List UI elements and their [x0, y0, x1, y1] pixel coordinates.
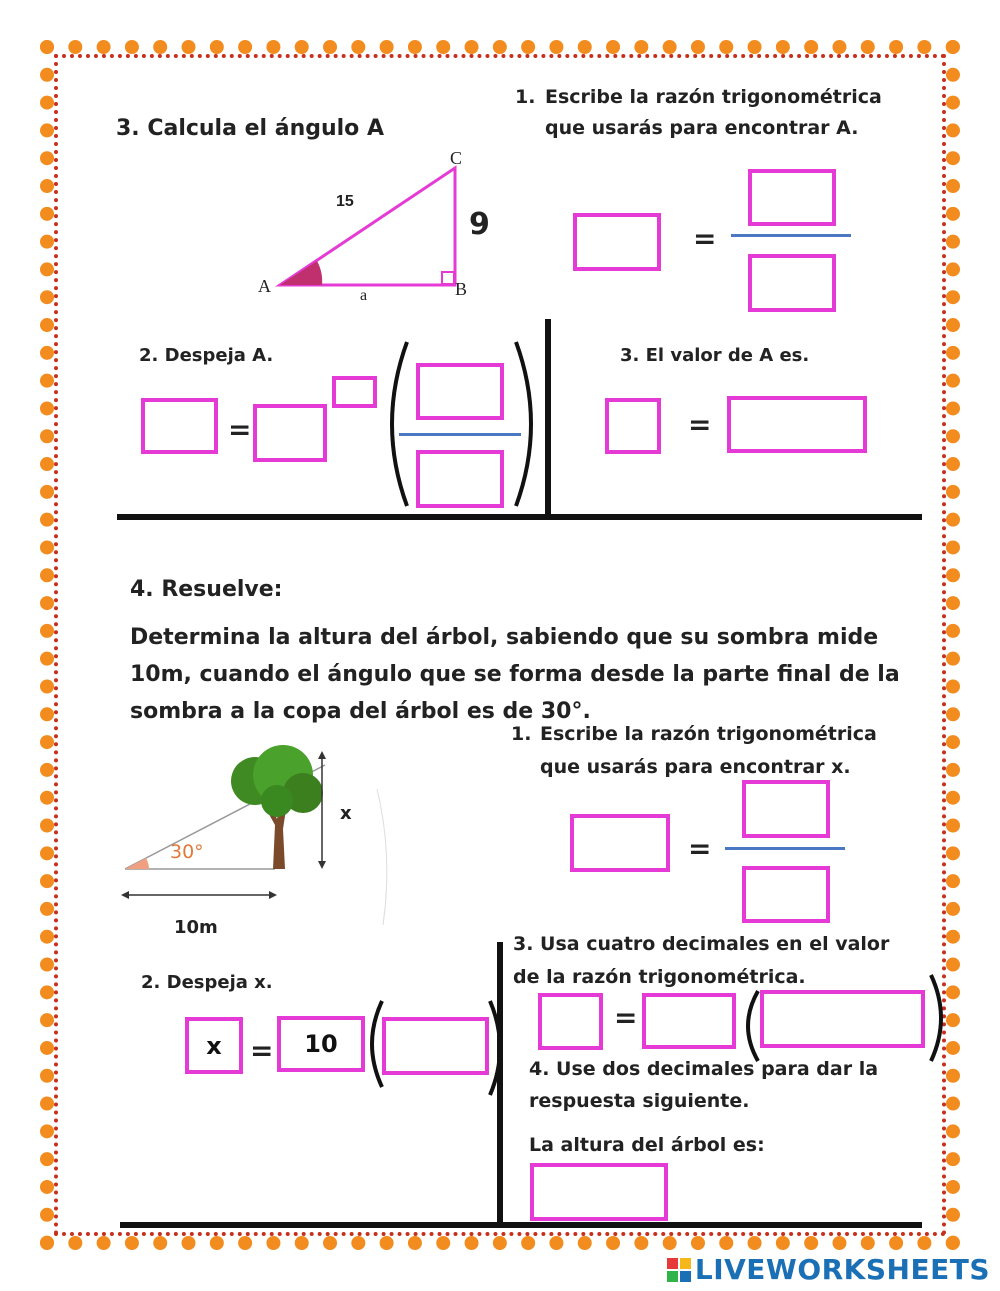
problem-line-1: Determina la altura del árbol, sabiendo que su sombra mide: [130, 625, 879, 650]
s3-fraction-line: [731, 234, 851, 237]
s4-step4-line2: respuesta siguiente.: [529, 1090, 750, 1112]
problem-line-3: sombra a la copa del árbol es de 30°.: [130, 699, 591, 724]
s3-step3-label: 3. El valor de A es.: [620, 345, 810, 366]
s3-step2-label: 2. Despeja A.: [139, 345, 274, 366]
s3-ratio-denominator-input[interactable]: [748, 254, 836, 312]
s3-step2-fraction-line: [399, 433, 521, 436]
answer-label: La altura del árbol es:: [529, 1134, 765, 1156]
s3-step2-denominator-input[interactable]: [416, 450, 504, 508]
right-triangle-figure: [250, 140, 490, 310]
problem-line-2: 10m, cuando el ángulo que se forma desde la parte final de la: [130, 662, 900, 687]
s4-step1-line1: Escribe la razón trigonométrica: [540, 723, 877, 745]
s4-step2-ten-box: [277, 1016, 365, 1072]
angle-a-marker: [280, 261, 322, 285]
faint-curve: [377, 789, 387, 925]
s4-step3-line2: de la razón trigonométrica.: [513, 966, 806, 988]
vertex-b-label: B: [455, 279, 468, 299]
tree-height-answer-input[interactable]: [530, 1163, 668, 1221]
s4-equals-1: =: [688, 832, 712, 865]
s4-step2-x-value: x: [206, 1031, 222, 1060]
s4-step2-label: 2. Despeja x.: [141, 972, 273, 993]
liveworksheets-mark-icon: [667, 1258, 691, 1282]
s4-step2-function-input[interactable]: [382, 1017, 489, 1075]
s3-ratio-numerator-input[interactable]: [748, 169, 836, 226]
tree-leaves-lower: [261, 785, 293, 817]
triangle-shape: [280, 168, 455, 285]
section-separator: [117, 514, 922, 520]
angle-label: 30°: [170, 841, 204, 863]
s3-equals-1: =: [693, 222, 717, 255]
s4-step4-line1: 4. Use dos decimales para dar la: [529, 1058, 879, 1080]
s3-step1-line1: Escribe la razón trigonométrica: [545, 86, 882, 108]
s4-vertical-divider: [497, 942, 503, 1222]
opposite-label: 9: [469, 207, 490, 242]
s3-ratio-function-input[interactable]: [573, 213, 661, 271]
angle-30-marker: [125, 858, 149, 869]
s3-equals-3: =: [688, 408, 712, 441]
s3-right-paren: [510, 338, 540, 510]
s4-step3-angle-input[interactable]: [642, 993, 736, 1049]
s3-vertical-divider: [545, 319, 551, 516]
height-x-label: x: [340, 803, 352, 824]
s3-equals-2: =: [228, 413, 252, 446]
s4-step3-line1: 3. Usa cuatro decimales en el valor: [513, 933, 890, 955]
s4-ratio-numerator-input[interactable]: [742, 780, 830, 838]
hypotenuse-label: 15: [336, 193, 354, 210]
s3-step1-number: 1.: [515, 86, 536, 108]
s3-step2-angle-input[interactable]: [141, 398, 218, 454]
s3-step3-value-input[interactable]: [727, 396, 867, 453]
s3-left-paren: [383, 338, 413, 510]
s4-ratio-function-input[interactable]: [570, 814, 670, 872]
liveworksheets-logo: [667, 1253, 990, 1286]
s4-fraction-line: [725, 847, 845, 850]
s4-equals-3: =: [614, 1001, 638, 1034]
vertex-a-label: A: [258, 276, 271, 296]
s4-equals-2: =: [250, 1034, 274, 1067]
adjacent-label: a: [360, 287, 368, 304]
vertex-c-label: C: [450, 148, 463, 168]
s4-step2-x-box: [185, 1017, 243, 1074]
s3-step3-angle-input[interactable]: [605, 398, 661, 454]
s4-right-paren: [485, 998, 507, 1098]
bottom-separator: [120, 1222, 922, 1228]
base-10m-label: 10m: [174, 917, 218, 938]
s4-step3-right-paren: [926, 972, 948, 1064]
s3-step1-line2: que usarás para encontrar A.: [545, 117, 859, 139]
brand-text: LIVEWORKSHEETS: [694, 1253, 990, 1286]
section4-title: 4. Resuelve:: [130, 577, 283, 602]
s4-step1-number: 1.: [511, 723, 532, 745]
right-angle-marker: [442, 272, 454, 284]
s4-step2-ten-value: 10: [304, 1030, 338, 1058]
s4-ratio-denominator-input[interactable]: [742, 866, 830, 923]
s3-step2-exponent-input[interactable]: [332, 376, 377, 408]
s3-step2-numerator-input[interactable]: [416, 363, 504, 420]
s4-step3-function-input[interactable]: [538, 993, 603, 1050]
section3-title: 3. Calcula el ángulo A: [116, 116, 384, 141]
s3-step2-function-input[interactable]: [253, 404, 327, 462]
s4-step1-line2: que usarás para encontrar x.: [540, 756, 851, 778]
tree-figure: [115, 745, 395, 945]
s4-step3-value-input[interactable]: [760, 990, 925, 1048]
